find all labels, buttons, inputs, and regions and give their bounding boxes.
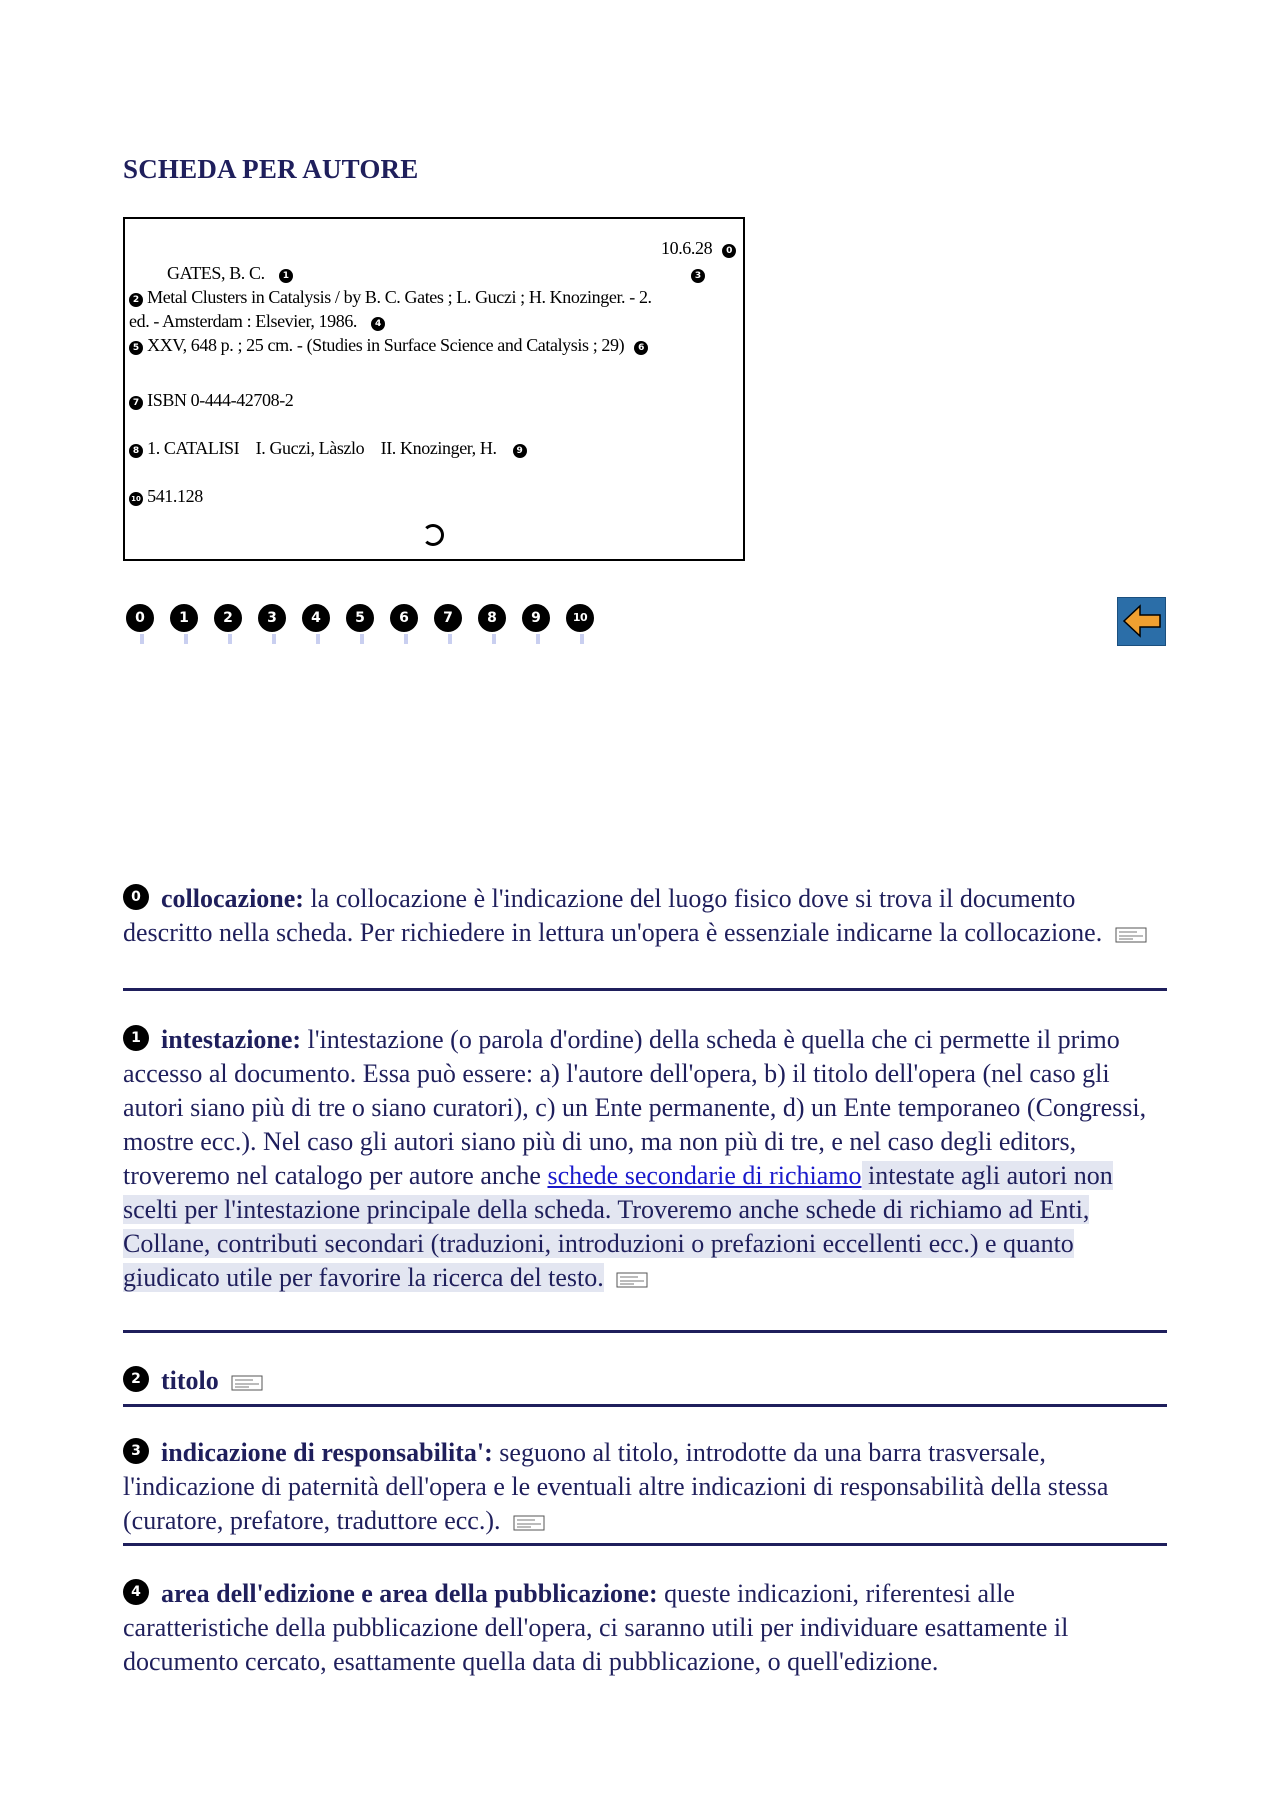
nav-button-5[interactable]: 5 (346, 604, 374, 632)
section-divider (123, 1543, 1167, 1546)
catalog-card (123, 217, 745, 561)
card-marker-0: 0 (722, 244, 736, 258)
section-edizione-pubblicazione (123, 1577, 1167, 1679)
section-number-4: 4 (123, 1579, 149, 1605)
section-number-0: 0 (123, 884, 149, 910)
secondary-cards-link[interactable]: schede secondarie di richiamo (547, 1161, 862, 1190)
nav-button-1[interactable]: 1 (170, 604, 198, 632)
note-card-icon[interactable] (231, 1375, 263, 1391)
nav-button-7[interactable]: 7 (434, 604, 462, 632)
card-heading-line (167, 262, 293, 284)
card-title-text-2: ed. - Amsterdam : Elsevier, 1986. (129, 311, 358, 331)
nav-button-2[interactable]: 2 (214, 604, 242, 632)
card-marker-7: 7 (129, 396, 143, 410)
section-divider (123, 988, 1167, 991)
card-title-line-2 (129, 310, 385, 332)
card-shelfmark: 10.6.28 (661, 238, 713, 258)
nav-button-4[interactable]: 4 (302, 604, 330, 632)
card-classification-text: 541.128 (147, 486, 203, 506)
nav-button-8[interactable]: 8 (478, 604, 506, 632)
card-classification-line (129, 485, 203, 507)
nav-button-10[interactable]: 10 (566, 604, 594, 632)
card-marker-3: 3 (691, 269, 705, 283)
loading-circle-icon (422, 524, 444, 546)
card-marker-2: 2 (129, 293, 143, 307)
section-text-0: la collocazione è l'indicazione del luogo fisico dove si trova il documento descritto nella scheda. Per richiedere in lettura un'opera è essenziale indicarne la collocazione. (123, 884, 1103, 947)
section-collocazione (123, 882, 1167, 950)
section-term-2: titolo (161, 1366, 219, 1395)
card-heading: GATES, B. C. (167, 263, 265, 283)
section-text-1a: l'intestazione (o parola d'ordine) della scheda è quella che ci permette il primo accesso al documento. Essa può essere: a) l'autore dell'opera, b) il titolo dell'opera (nel caso gli autori siano più di tre o siano curatori), c) un Ente permanente, d) un Ente temporaneo (Congressi, mostre ecc.). Nel caso gli autori siano più di uno, ma non più di tre, e nel caso degli editors, troveremo nel catalogo per autore anche (123, 1025, 1147, 1190)
section-term-4: area dell'edizione e area della pubblicazione: (161, 1579, 658, 1608)
nav-button-0[interactable]: 0 (126, 604, 154, 632)
nav-button-3[interactable]: 3 (258, 604, 286, 632)
section-number-3: 3 (123, 1438, 149, 1464)
note-card-icon[interactable] (616, 1272, 648, 1288)
card-marker-8: 8 (129, 444, 143, 458)
card-tracings-line (129, 437, 527, 459)
section-divider (123, 1404, 1167, 1407)
card-isbn-line (129, 389, 293, 411)
section-number-1: 1 (123, 1025, 149, 1051)
page-title: SCHEDA PER AUTORE (123, 154, 419, 184)
card-marker-9: 9 (513, 444, 527, 458)
section-number-2: 2 (123, 1366, 149, 1392)
section-text-1b: intestate agli autori non scelti per l'intestazione principale della scheda. Troveremo anche schede di richiamo ad Enti, Collane, contributi secondari (traduzioni, introduzioni o prefazioni eccellenti ecc.) e quanto giudicato utile per favorire la ricerca del testo. (123, 1161, 1113, 1292)
card-isbn-text: ISBN 0-444-42708-2 (147, 390, 294, 410)
card-physical-text: XXV, 648 p. ; 25 cm. - (Studies in Surface Science and Catalysis ; 29) (147, 335, 625, 355)
card-marker-10: 10 (129, 492, 143, 506)
section-term-3: indicazione di responsabilita': (161, 1438, 493, 1467)
note-card-icon[interactable] (513, 1515, 545, 1531)
card-marker-4: 4 (371, 317, 385, 331)
nav-button-9[interactable]: 9 (522, 604, 550, 632)
back-button[interactable] (1117, 597, 1166, 646)
card-marker-1: 1 (279, 269, 293, 283)
section-term-0: collocazione: (161, 884, 304, 913)
card-shelfmark-line (661, 237, 736, 259)
section-divider (123, 1330, 1167, 1333)
back-arrow-icon (1118, 598, 1165, 645)
card-tracings-text: 1. CATALISI I. Guczi, Làszlo II. Knozinger, H. (147, 438, 497, 458)
card-physical-line (129, 334, 648, 356)
note-card-icon[interactable] (1115, 927, 1147, 943)
section-responsabilita (123, 1436, 1167, 1538)
section-intestazione (123, 1023, 1167, 1295)
card-title-text-1: Metal Clusters in Catalysis / by B. C. Gates ; L. Guczi ; H. Knozinger. - 2. (147, 287, 652, 307)
numbered-nav (126, 604, 626, 644)
card-marker-5: 5 (129, 341, 143, 355)
section-titolo (123, 1364, 1167, 1398)
card-marker-3-wrap (691, 262, 705, 284)
nav-button-6[interactable]: 6 (390, 604, 418, 632)
card-marker-6: 6 (634, 341, 648, 355)
section-term-1: intestazione: (161, 1025, 302, 1054)
section-text-4: queste indicazioni, riferentesi alle caratteristiche della pubblicazione dell'opera, ci saranno utili per individuare esattamente il documento cercato, esattamente quella data di pubblicazione, o quell'edizione. (123, 1579, 1069, 1676)
card-title-line-1 (129, 286, 652, 308)
section-text-3: seguono al titolo, introdotte da una barra trasversale, l'indicazione di paternità dell'opera e le eventuali altre indicazioni di responsabilità della stessa (curatore, prefatore, traduttore ecc.). (123, 1438, 1109, 1535)
